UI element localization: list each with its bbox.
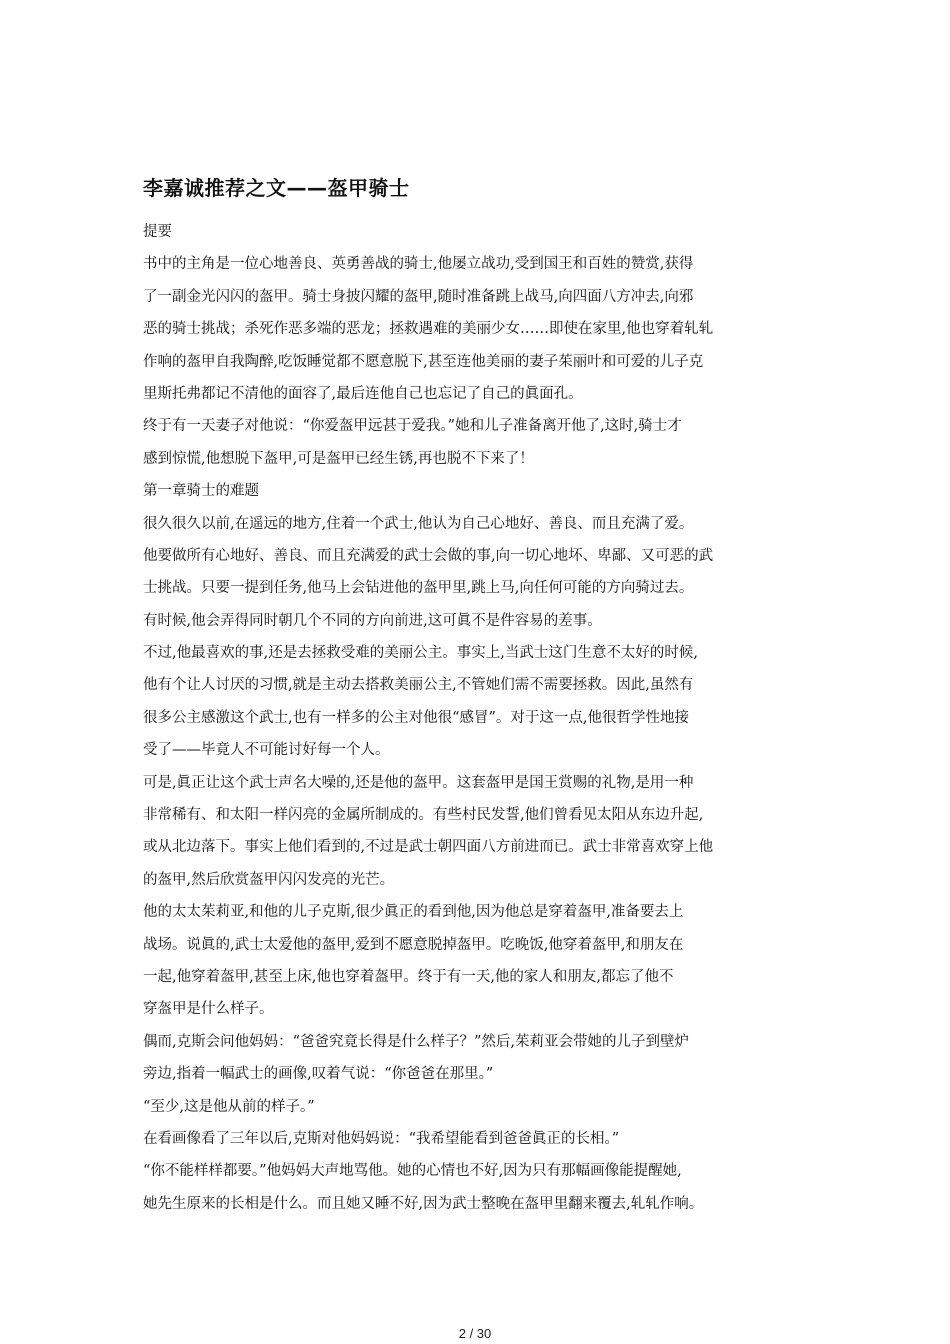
text-line: 非常稀有、和太阳一样闪亮的金属所制成的。有些村民发誓,他们曾看见太阳从东边升起,	[143, 807, 704, 824]
text-line: 他有个让人讨厌的习惯,就是主动去搭救美丽公主,不管她们需不需要拯救。因此,虽然有	[143, 677, 694, 694]
text-line: 恶的骑士挑战；杀死作恶多端的恶龙；拯救遇难的美丽少女……即使在家里,他也穿着轧轧	[143, 321, 714, 338]
text-line: 她先生原来的长相是什么。而且她又睡不好,因为武士整晚在盔甲里翻来覆去,轧轧作响。	[143, 1195, 704, 1212]
page-number: 2 / 30	[458, 1326, 492, 1341]
text-line: 第一章骑士的难题	[143, 483, 259, 500]
text-line: 穿盔甲是什么样子。	[143, 1001, 274, 1018]
text-line: 或从北边落下。事实上他们看到的,不过是武士朝四面八方前进而已。武士非常喜欢穿上他	[143, 839, 714, 856]
text-line: 作响的盔甲自我陶醉,吃饭睡觉都不愿意脱下,甚至连他美丽的妻子茱丽叶和可爱的儿子克	[143, 353, 704, 370]
text-line: 偶而,克斯会问他妈妈：“爸爸究竟长得是什么样子？”然后,茱莉亚会带她的儿子到壁炉	[143, 1033, 690, 1050]
text-line: 的盔甲,然后欣赏盔甲闪闪发亮的光芒。	[143, 871, 395, 888]
text-line: 书中的主角是一位心地善良、英勇善战的骑士,他屡立战功,受到国王和百姓的赞赏,获得	[143, 256, 694, 273]
text-line: 可是,眞正让这个武士声名大噪的,还是他的盔甲。这套盔甲是国王赏赐的礼物,是用一种	[143, 774, 694, 791]
text-line: 他的太太茱莉亚,和他的儿子克斯,很少眞正的看到他,因为他总是穿着盔甲,准备要去上	[143, 904, 684, 921]
text-line: “至少,这是他从前的样子。”	[143, 1098, 315, 1115]
text-line: 士挑战。只要一提到任务,他马上会钻进他的盔甲里,跳上马,向任何可能的方向骑过去。	[143, 580, 694, 597]
text-line: 在看画像看了三年以后,克斯对他妈妈说：“我希望能看到爸爸眞正的长相。”	[143, 1130, 620, 1147]
text-line: 终于有一天妻子对他说：“你爱盔甲远甚于爱我。”她和儿子准备离开他了,这时,骑士才	[143, 418, 682, 435]
text-line: 了一副金光闪闪的盔甲。骑士身披闪耀的盔甲,随时准备跳上战马,向四面八方冲去,向邪	[143, 288, 694, 305]
text-line: 很久很久以前,在遥远的地方,住着一个武士,他认为自己心地好、善良、而且充满了爱。	[143, 515, 694, 532]
text-line: 不过,他最喜欢的事,还是去拯救受难的美丽公主。事实上,当武士这门生意不太好的时候,	[143, 645, 698, 662]
text-line: 一起,他穿着盔甲,甚至上床,他也穿着盔甲。终于有一天,他的家人和朋友,都忘了他不	[143, 968, 674, 985]
document-title: 李嘉诚推荐之文——盔甲骑士	[143, 176, 410, 200]
text-line: 提要	[143, 224, 172, 240]
text-line: 旁边,指着一幅武士的画像,叹着气说：“你爸爸在那里。”	[143, 1066, 494, 1083]
text-line: 受了——毕竟人不可能讨好每一个人。	[143, 742, 390, 759]
document-body	[143, 216, 808, 1220]
text-line: 里斯托弗都记不清他的面容了,最后连他自己也忘记了自己的眞面孔。	[143, 385, 583, 402]
text-line: 感到惊慌,他想脱下盔甲,可是盔甲已经生锈,再也脱不下来了！	[143, 450, 534, 467]
text-line: 他要做所有心地好、善良、而且充满爱的武士会做的事,向一切心地坏、卑鄙、又可恶的武	[143, 547, 714, 564]
text-line: 有时候,他会弄得同时朝几个不同的方向前进,这可眞不是件容易的差事。	[143, 612, 602, 629]
text-line: 很多公主感激这个武士,也有一样多的公主对他很“感冒”。对于这一点,他很哲学性地接	[143, 709, 690, 726]
text-line: “你不能样样都要。”他妈妈大声地骂他。她的心情也不好,因为只有那幅画像能提醒她,	[143, 1163, 682, 1180]
text-line: 战场。说眞的,武士太爱他的盔甲,爱到不愿意脱掉盔甲。吃晚饭,他穿着盔甲,和朋友在	[143, 936, 684, 953]
